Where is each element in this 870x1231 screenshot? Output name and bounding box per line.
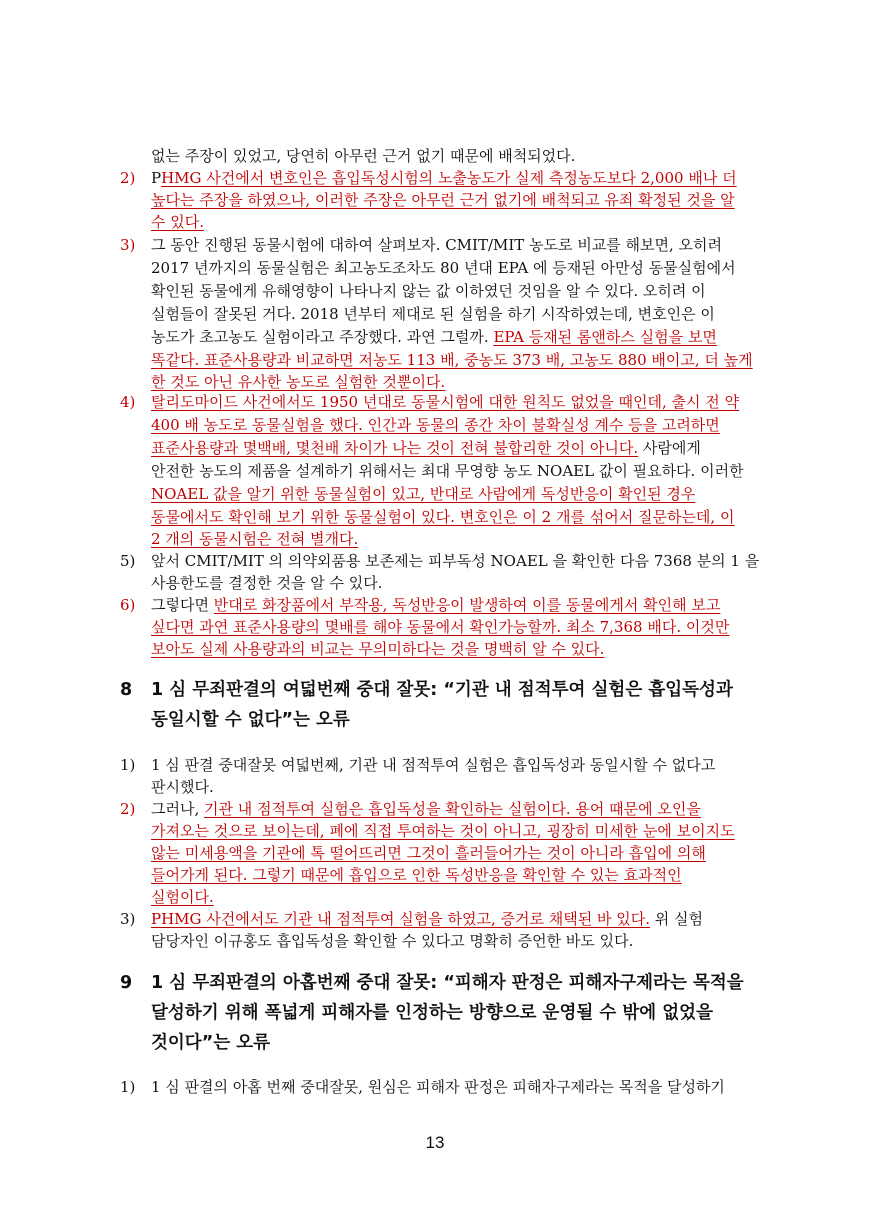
highlighted-text: 반대로 화장품에서 부작용, 독성반응이 발생하여 이를 동물에게서 확인해 보고 [213, 596, 721, 614]
list-item-line [151, 887, 761, 909]
list-number: 3) [120, 910, 136, 928]
section-number: 9 [120, 973, 133, 993]
list-item-line [151, 392, 761, 414]
list-item-line [151, 438, 761, 460]
highlighted-text: 동물에서도 확인해 보기 위한 동물실험이 있다. 변호인은 이 2 개를 섞어서 질문하는데, 이 [151, 508, 735, 526]
list-number: 1) [120, 756, 136, 774]
highlighted-text: EPA 등재된 롬앤하스 실험을 보면 [493, 328, 717, 346]
section-title: 1 심 무죄판결의 여덟번째 중대 잘못: “기관 내 점적투여 실험은 흡입독성과 [151, 680, 733, 700]
highlighted-text: 2 개의 동물시험은 전혀 별개다. [151, 530, 359, 548]
list-number: 5) [120, 552, 136, 570]
highlighted-text: 400 배 농도로 동물실험을 했다. 인간과 동물의 종간 차이 불확실성 계수 등을 고려하면 [151, 416, 720, 434]
list-number: 3) [120, 236, 136, 254]
text-run: 그러나, [151, 800, 205, 818]
section-title: 1 심 무죄판결의 아홉번째 중대 잘못: “피해자 판정은 피해자구제라는 목적을 [151, 973, 744, 993]
highlighted-text: 수 있다. [151, 213, 205, 231]
list-item-line [151, 415, 761, 437]
text-run: 사람에게 [638, 439, 701, 457]
list-item-line: 2017 년까지의 동물실험은 최고농도조차도 80 년대 EPA 에 등재된 아만성 동물실험에서 [151, 259, 736, 277]
list-item-line [151, 327, 761, 349]
list-item-line [151, 372, 761, 394]
list-item-line: 1 심 판결 중대잘못 여덟번째, 기관 내 점적투여 실험은 흡입독성과 동일시할 수 없다고 [151, 756, 716, 774]
text-run: P [151, 169, 162, 187]
list-number: 2) [120, 800, 136, 818]
list-number: 6) [120, 596, 136, 614]
highlighted-text: 실험이다. [151, 888, 214, 906]
highlighted-text: 기관 내 점적투여 실험은 흡입독성을 확인하는 실험이다. 용어 때문에 오인을 [204, 800, 701, 818]
list-item-line [151, 639, 761, 661]
highlighted-text: 탈리도마이드 사건에서도 1950 년대로 동물시험에 대한 원칙도 없었을 때인데, 출시 전 약 [151, 393, 740, 411]
list-item-line [151, 484, 761, 506]
section-title: 것이다”는 오류 [151, 1033, 271, 1053]
list-item-line: 안전한 농도의 제품을 설계하기 위해서는 최대 무영향 농도 NOAEL 값이 필요하다. 이러한 [151, 462, 744, 480]
list-item-line [151, 865, 761, 887]
list-number: 1) [120, 1078, 136, 1096]
highlighted-text: 보아도 실제 사용량과의 비교는 무의미하다는 것을 명백히 알 수 있다. [151, 640, 605, 658]
highlighted-text: 않는 미세용액을 기관에 톡 떨어뜨리면 그것이 흘러들어가는 것이 아니라 흡입에 의해 [151, 844, 706, 862]
list-item-line [151, 843, 761, 865]
text-run: 그렇다면 [151, 596, 214, 614]
highlighted-text: 똑같다. 표준사용량과 비교하면 저농도 113 배, 중농도 373 배, 고농도 880 배이고, 더 높게 [151, 351, 753, 369]
text-run: 위 실험 [649, 910, 703, 928]
section-number: 8 [120, 680, 133, 700]
list-item-line: 담당자인 이규홍도 흡입독성을 확인할 수 있다고 명확히 증언한 바도 있다. [151, 932, 634, 950]
highlighted-text: PHMG 사건에서도 기관 내 점적투여 실험을 하였고, 증거로 채택된 바 있다. [151, 910, 650, 928]
paragraph-line: 없는 주장이 있었고, 당연히 아무런 근거 없기 때문에 배척되었다. [151, 147, 576, 165]
list-item-line [151, 821, 761, 843]
list-item-line [151, 799, 761, 821]
list-item-line: 사용한도를 결정한 것을 알 수 있다. [151, 574, 383, 592]
highlighted-text: 높다는 주장을 하였으나, 이러한 주장은 아무런 근거 없기에 배척되고 유죄 확정된 것을 알 [151, 191, 735, 209]
list-item-line [151, 168, 761, 190]
highlighted-text: HMG 사건에서 변호인은 흡입독성시험의 노출농도가 실제 측정농도보다 2,000 배나 더 [161, 169, 737, 187]
list-item-line [151, 190, 761, 212]
list-item-line: 1 심 판결의 아홉 번째 중대잘못, 원심은 피해자 판정은 피해자구제라는 목적을 달성하기 [151, 1078, 725, 1096]
list-item-line: 확인된 동물에게 유해영향이 나타나지 않는 값 이하였던 것임을 알 수 있다. 오히려 이 [151, 282, 706, 300]
highlighted-text: 싶다면 과연 표준사용량의 몇배를 해야 동물에서 확인가능할까. 최소 7,368 배다. 이것만 [151, 618, 730, 636]
list-item-line: 앞서 CMIT/MIT 의 의약외품용 보존제는 피부독성 NOAEL 을 확인한 다음 7368 분의 1 을 [151, 552, 760, 570]
list-item-line: 판시했다. [151, 778, 214, 796]
page-number: 13 [425, 1133, 445, 1152]
section-title: 달성하기 위해 폭넓게 피해자를 인정하는 방향으로 운영될 수 밖에 없었을 [151, 1003, 713, 1023]
list-item-line [151, 529, 761, 551]
list-item-line: 그 동안 진행된 동물시험에 대하여 살펴보자. CMIT/MIT 농도로 비교를 해보면, 오히려 [151, 236, 723, 254]
list-item-line [151, 595, 761, 617]
list-number: 2) [120, 169, 136, 187]
section-title: 동일시할 수 없다”는 오류 [151, 710, 350, 730]
list-item-line [151, 507, 761, 529]
list-item-line [151, 617, 761, 639]
list-item-line [151, 909, 761, 931]
list-number: 4) [120, 393, 136, 411]
text-run: 농도가 초고농도 실험이라고 주장했다. 과연 그럴까. [151, 328, 494, 346]
highlighted-text: 표준사용량과 몇백배, 몇천배 차이가 나는 것이 전혀 불합리한 것이 아니다. [151, 439, 639, 457]
highlighted-text: NOAEL 값을 알기 위한 동물실험이 있고, 반대로 사람에게 독성반응이 확인된 경우 [151, 485, 696, 503]
highlighted-text: 들어가게 된다. 그렇기 때문에 흡입으로 인한 독성반응을 확인할 수 있는 효과적인 [151, 866, 682, 884]
list-item-line: 실험들이 잘못된 거다. 2018 년부터 제대로 된 실험을 하기 시작하였는데, 변호인은 이 [151, 305, 715, 323]
list-item-line [151, 212, 761, 234]
list-item-line [151, 350, 761, 372]
highlighted-text: 한 것도 아닌 유사한 농도로 실험한 것뿐이다. [151, 373, 446, 391]
highlighted-text: 가져오는 것으로 보이는데, 폐에 직접 투여하는 것이 아니고, 굉장히 미세한 눈에 보이지도 [151, 822, 735, 840]
